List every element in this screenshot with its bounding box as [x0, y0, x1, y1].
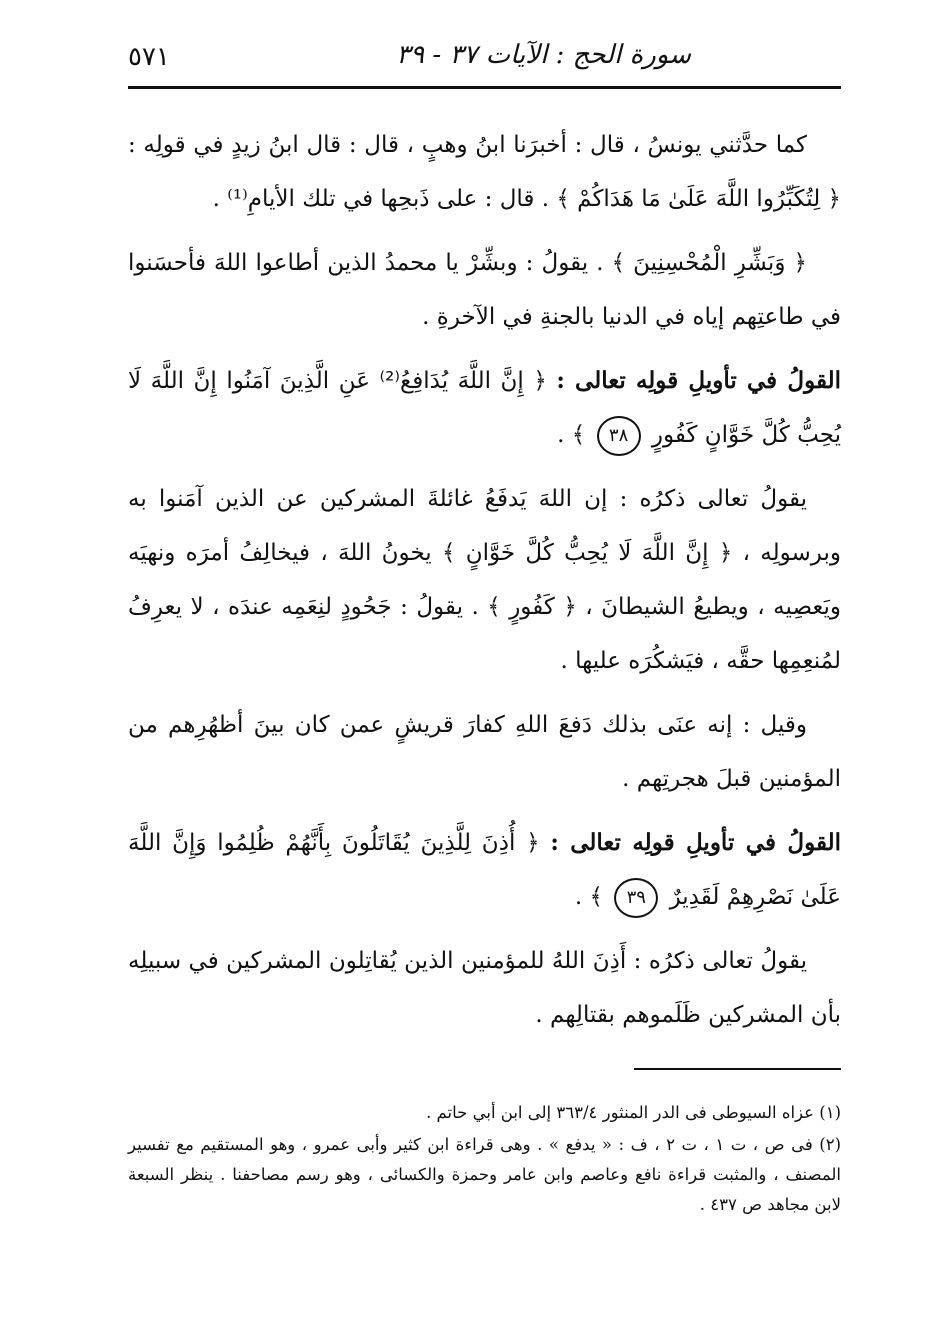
footnote: (١) عزاه السيوطى فى الدر المنثور ٣٦٣/٤ إلى ابن أبي حاتم . — [426, 1103, 841, 1122]
page-header — [128, 40, 841, 89]
ayah-number-badge: ٣٨ — [597, 416, 641, 456]
verse-heading-38 — [128, 354, 841, 462]
paragraph: يقولُ تعالى ذكرُه : إن اللهَ يَدفَعُ غائلةَ المشركين عن الذين آمَنوا به وبرسولِه ، ﴿ إِنَّ اللَّهَ لَا يُحِبُّ كُلَّ خَوَّانٍ ﴾ يخونُ اللهَ ، فيخالِفُ أمرَه ونهيَه ويَعصِيه ، ويطيعُ الشيطانَ ، ﴿ كَفُورٍ ﴾ . يقولُ : جَحُودٍ لنِعَمِه عندَه ، لا يعرِفُ لمُنعِمِها حقَّه ، فيَشكُرَه عليها . — [128, 486, 841, 674]
verse-heading-39 — [128, 816, 841, 924]
paragraph: ﴿ وَبَشِّرِ الْمُحْسِنِينَ ﴾ . يقولُ : وبشِّرْ يا محمدُ الذين أطاعوا اللهَ فأحسَنوا في طاعتِهم إياه في الدنيا بالجنةِ في الآخرةِ . — [128, 250, 841, 330]
page-number: ٥٧١ — [128, 42, 170, 72]
ayah-number-badge: ٣٩ — [614, 878, 658, 918]
footnote-divider — [634, 1068, 841, 1070]
footnote: (٢) فى ص ، ت ١ ، ت ٢ ، ف : « يدفع » . وهى قراءة ابن كثير وأبى عمرو ، وهو المستقيم مع تفسير المصنف ، والمثبت قراءة نافع وعاصم وابن عامر وحمزة والكسائى ، وهو رسم مصاحفنا . ينظر السبعة لابن مجاهد ص ٤٣٧ . — [128, 1135, 842, 1214]
main-text — [128, 118, 841, 1052]
paragraph: يقولُ تعالى ذكرُه : أَذِنَ اللهُ للمؤمنين الذين يُقاتِلون المشركين في سبيلِه بأن المشركين ظَلَموهم بقتالِهم . — [128, 948, 841, 1028]
footnotes — [128, 1098, 841, 1222]
running-title: سورة الحج : الآيات ٣٧ - ٣٩ — [396, 40, 691, 70]
heading-lead: القولُ في تأويلِ قولِه تعالى : — [556, 367, 841, 394]
paragraph: كما حدَّثني يونسُ ، قال : أخبرَنا ابنُ وهبٍ ، قال : قال ابنُ زيدٍ في قولِه : ﴿ لِتُكَبِّرُوا اللَّهَ عَلَىٰ مَا هَدَاكُمْ ﴾ . قال : على ذَبحِها في تلك الأيامِ⁽¹⁾ . — [128, 132, 841, 212]
quran-verse: ﴿ إِنَّ اللَّهَ يُدَافِعُ⁽²⁾ عَنِ الَّذِينَ آمَنُوا إِنَّ اللَّهَ لَا يُحِبُّ كُلَّ خَوَّانٍ كَفُورٍ — [128, 368, 841, 448]
heading-lead: القولُ في تأويلِ قولِه تعالى : — [550, 829, 842, 856]
paragraph: وقيل : إنه عنَى بذلك دَفعَ اللهِ كفارَ قريشٍ عمن كان بينَ أظهُرِهم من المؤمنين قبلَ هجرتِهم . — [128, 712, 841, 792]
quran-verse: ﴿ أُذِنَ لِلَّذِينَ يُقَاتَلُونَ بِأَنَّهُمْ ظُلِمُوا وَإِنَّ اللَّهَ عَلَىٰ نَصْرِهِمْ لَقَدِيرٌ — [128, 830, 841, 910]
verse-close: ﴾ . — [557, 422, 586, 448]
verse-close: ﴾ . — [574, 884, 603, 910]
